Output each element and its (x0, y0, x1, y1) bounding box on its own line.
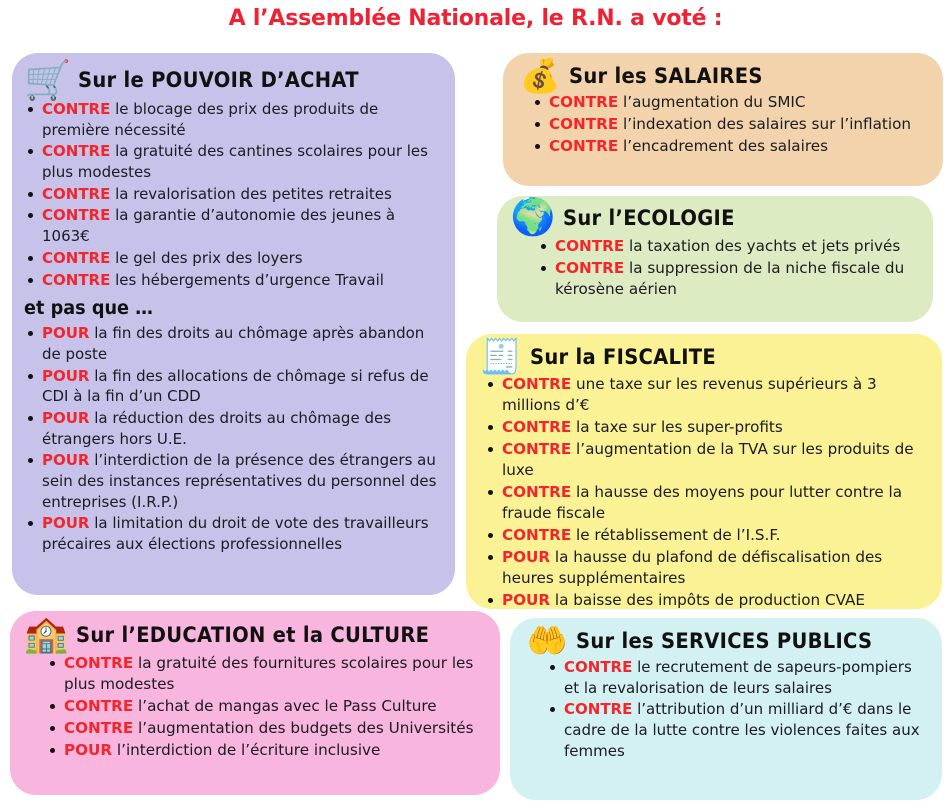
vote-tag: CONTRE (42, 184, 111, 203)
vote-tag: POUR (42, 408, 90, 427)
vote-item: CONTRE une taxe sur les revenus supérieurs à 3 millions d’€ (484, 374, 928, 416)
money-bag-icon: 💰 (519, 56, 561, 95)
vote-list (546, 657, 926, 761)
vote-tag: POUR (502, 590, 551, 609)
vote-tag: CONTRE (42, 142, 111, 161)
vote-item: POUR la hausse du plafond de défiscalisation des heures supplémentaires (484, 547, 928, 589)
vote-item: CONTRE la taxe sur les super-profits (484, 417, 928, 438)
vote-item: CONTRE la revalorisation des petites retraites (24, 184, 441, 205)
card-education-culture (10, 611, 500, 795)
card-title: Sur la FISCALITE (530, 345, 717, 369)
vote-item: POUR l’interdiction de l’écriture inclusive (46, 740, 486, 761)
vote-tag: CONTRE (549, 114, 619, 133)
card-salaires (503, 53, 943, 186)
school-children-icon: 🏫 (23, 614, 69, 655)
vote-tag: CONTRE (42, 270, 111, 289)
card-pouvoir-achat (12, 53, 455, 595)
card-header (524, 621, 926, 660)
vote-list (537, 236, 917, 300)
vote-tag: CONTRE (564, 700, 633, 719)
vote-item: CONTRE l’augmentation de la TVA sur les produits de luxe (484, 439, 928, 481)
card-title: Sur les SERVICES PUBLICS (576, 628, 873, 653)
vote-tag: POUR (42, 324, 90, 343)
vote-list (46, 653, 486, 761)
card-services-publics (510, 618, 942, 800)
card-header (24, 58, 441, 102)
vote-item: CONTRE le gel des prix des loyers (24, 248, 441, 269)
vote-item: CONTRE l’augmentation du SMIC (531, 92, 929, 113)
vote-item: POUR la limitation du droit de vote des travailleurs précaires aux élections professionnelles (24, 513, 441, 554)
vote-tag: POUR (42, 514, 90, 533)
card-title: Sur les SALAIRES (569, 63, 763, 88)
hands-holding-people-icon: 🤲 (526, 621, 568, 660)
vote-item: POUR la fin des allocations de chômage si refus de CDI à la fin d’un CDD (24, 366, 441, 407)
page-title: A l’Assemblée Nationale, le R.N. a voté : (228, 6, 723, 31)
vote-list (24, 99, 441, 290)
vote-tag: POUR (42, 366, 90, 385)
vote-tag: CONTRE (502, 375, 572, 393)
card-ecologie (497, 196, 933, 322)
vote-item: POUR la fin des droits au chômage après abandon de poste (24, 323, 441, 364)
vote-tag: CONTRE (64, 718, 134, 737)
vote-tag: CONTRE (555, 258, 625, 277)
card-title: Sur le POUVOIR D’ACHAT (78, 68, 359, 92)
vote-item: CONTRE la suppression de la niche fiscale du kérosène aérien (537, 258, 917, 300)
vote-item: CONTRE l’encadrement des salaires (531, 136, 929, 157)
vote-item: CONTRE le blocage des prix des produits de première nécessité (24, 99, 441, 140)
vote-tag: CONTRE (42, 248, 111, 267)
vote-tag: CONTRE (502, 439, 572, 458)
vote-item: CONTRE l’indexation des salaires sur l’inflation (531, 114, 929, 135)
vote-tag: CONTRE (549, 136, 619, 155)
vote-item: CONTRE la gratuité des fournitures scolaires pour les plus modestes (46, 653, 486, 695)
vote-item: CONTRE la garantie d’autonomie des jeunes à 1063€ (24, 205, 441, 246)
subheading: et pas que … (24, 297, 153, 320)
shopping-cart-icon: 🛒 (24, 58, 72, 102)
vote-list-secondary (24, 323, 441, 555)
vote-item: CONTRE le rétablissement de l’I.S.F. (484, 525, 928, 546)
vote-tag: CONTRE (64, 654, 134, 672)
vote-item: CONTRE le recrutement de sapeurs-pompiers et la revalorisation de leurs salaires (546, 657, 926, 698)
card-header (478, 337, 928, 377)
vote-tag: CONTRE (502, 417, 572, 436)
earth-plant-icon: 🌍 (510, 197, 556, 238)
vote-item: CONTRE l’attribution d’un milliard d’€ dans le cadre de la lutte contre les violences faites aux femmes (546, 699, 926, 761)
vote-item: CONTRE la taxation des yachts et jets privés (537, 236, 917, 257)
vote-tag: CONTRE (549, 93, 619, 111)
card-title: Sur l’ECOLOGIE (563, 206, 735, 230)
vote-item: POUR l’interdiction de la présence des étrangers au sein des instances représentatives du personnel des entreprises (I.R.P.) (24, 450, 441, 512)
tax-receipt-icon: 🧾 (479, 337, 523, 377)
vote-list (531, 92, 929, 157)
vote-tag: CONTRE (64, 696, 134, 715)
card-fiscalite (466, 334, 942, 609)
vote-tag: POUR (64, 740, 113, 759)
vote-item: POUR la réduction des droits au chômage des étrangers hors U.E. (24, 408, 441, 449)
vote-tag: POUR (42, 451, 90, 470)
vote-item: CONTRE l’achat de mangas avec le Pass Culture (46, 696, 486, 717)
vote-tag: CONTRE (42, 206, 111, 225)
vote-item: CONTRE l’augmentation des budgets des Universités (46, 718, 486, 739)
vote-tag: CONTRE (555, 237, 625, 255)
card-title: Sur l’EDUCATION et la CULTURE (76, 623, 430, 647)
vote-item: CONTRE la gratuité des cantines scolaires pour les plus modestes (24, 141, 441, 182)
vote-item: CONTRE les hébergements d’urgence Travail (24, 270, 441, 291)
card-header (517, 56, 929, 95)
card-header (509, 197, 917, 238)
vote-list (484, 374, 928, 609)
vote-tag: POUR (502, 547, 551, 566)
vote-item: POUR la baisse des impôts de production CVAE (484, 590, 928, 609)
vote-item: CONTRE la hausse des moyens pour lutter contre la fraude fiscale (484, 482, 928, 524)
vote-tag: CONTRE (502, 482, 572, 501)
vote-tag: CONTRE (564, 658, 633, 676)
vote-tag: CONTRE (502, 525, 572, 544)
vote-tag: CONTRE (42, 100, 111, 118)
card-header (22, 614, 486, 655)
